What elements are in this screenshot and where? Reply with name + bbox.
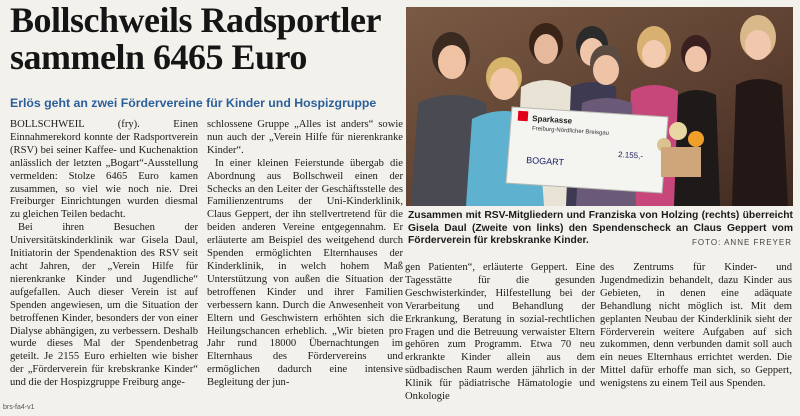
article-column-3	[405, 262, 595, 409]
article-photo	[406, 7, 793, 206]
paragraph: gen Patienten“, erläuterte Geppert. Eine Tagesstätte für die gesunden Geschwisterkinder, Hilfestellung bei der Verarbeitung und Behandlung der Erkrankung, Beratung in sozial-rechtlichen Fragen und die Betreuung verwaister Eltern gehören zum Programm. Etwa 70 neu erkrankte Kinder allein aus dem südbadischen Raum werden jährlich in der Klinik für pädiatrische Hämatologie und Onkologie	[405, 262, 595, 403]
photo-credit: FOTO: ANNE FREYER	[692, 238, 792, 247]
paragraph-text: Einen Einnahmerekord konnte der Radsportverein (RSV) bei seiner Kaffee- und Kuchenaktion anlässlich der letzten „Bogart“-Ausstellung vermelden: Stolze 6465 Euro kamen zusammen, so viel wie noch nie. Drei Freiburger Einrichtungen wurden diesmal zu gleichen Teilen bedacht.	[10, 119, 198, 221]
check-branch: Freiburg-Nördlicher Breisgau	[531, 126, 610, 137]
paragraph: Bei ihren Besuchen der Universitätskinderklinik war Gisela Daul, Initiatorin der Spendenaktion des RSV seit acht Jahren, der „Verein Hilfe für nierenkranke Kinder und Jugendliche“ aufgefallen. Auch dieser Verein ist auf Spenden angewiesen, um die Situation der betroffenen Kinder, besonders der von einer Dialyse abhängigen, zu verbessern. Deshalb wurde dieses Mal der Spendenbetrag geteilt. Je 2155 Euro erhielten wie bisher der „Förderverein für krebskranke Kinder“ und die der Hospizgruppe Freiburg ange-	[10, 222, 198, 389]
check-bank: Sparkasse	[531, 114, 573, 126]
headline-line-2: sammeln 6465 Euro	[10, 37, 307, 77]
paragraph: In einer kleinen Feierstunde übergab die Abordnung aus Bollschweil einen der Schecks an den Leiter der Geschäftsstelle des Familienzentrums der Uni-Kinderklinik, Claus Geppert, der ihn stellvertretend für die beiden anderen Vereine entgegennahm. Er erläuterte am Beispiel des weitgehend durch Spenden ermöglichten Elternhauses der Kinderklinik, in welch hohem Maß Unterstützung von außen die Situation der betroffenen Kinder und ihrer Familien verbessern kann. Durch die Anwesenheit von Eltern und Geschwistern erhöhten sich die Heilungschancen erheblich. „Wir bieten pro Jahr rund 18000 Übernachtungen im Elternhaus des Fördervereins und ermöglichen dadurch eine intensive Begleitung der jun-	[207, 157, 403, 389]
dateline: BOLLSCHWEIL (fry).	[10, 119, 140, 130]
headline-line-1: Bollschweils Radsportler	[10, 0, 381, 40]
check-amount: 2.155,-	[617, 150, 644, 161]
subheadline: Erlös geht an zwei Fördervereine für Kinder und Hospizgruppe	[10, 96, 377, 110]
article-column-2	[207, 119, 403, 391]
donation-check	[506, 107, 668, 193]
photo-illustration	[406, 7, 793, 206]
headline	[10, 2, 405, 76]
paragraph	[10, 119, 198, 222]
article-column-1	[10, 119, 198, 409]
check-payee: BOGART	[525, 155, 565, 168]
article-column-4	[600, 262, 792, 409]
photo-caption: Zusammen mit RSV-Mitgliedern und Franziska von Holzing (rechts) überreicht Gisela Daul (Zweite von links) den Spendenscheck an Claus Geppert vom Förderverein für krebskranke Kinder.	[408, 210, 793, 247]
paragraph: des Zentrums für Kinder- und Jugendmedizin behandelt, dazu Kinder aus Gebieten, in denen eine adäquate Behandlung nicht möglich ist. Mit dem geplanten Neubau der Kinderklinik sieht der Förderverein weitere Aufgaben auf sich zukommen, denn verbunden damit soll auch ein neues Elternhaus errichtet werden. Die Mittel dafür erhoffe man sich, so Geppert, wenigstens zu einem Teil aus Spenden.	[600, 262, 792, 390]
paragraph: schlossene Gruppe „Alles ist anders“ sowie nun auch der „Verein Hilfe für nierenkranke Kinder“.	[207, 119, 403, 156]
page-tag: brs-fa4-v1	[3, 404, 35, 411]
